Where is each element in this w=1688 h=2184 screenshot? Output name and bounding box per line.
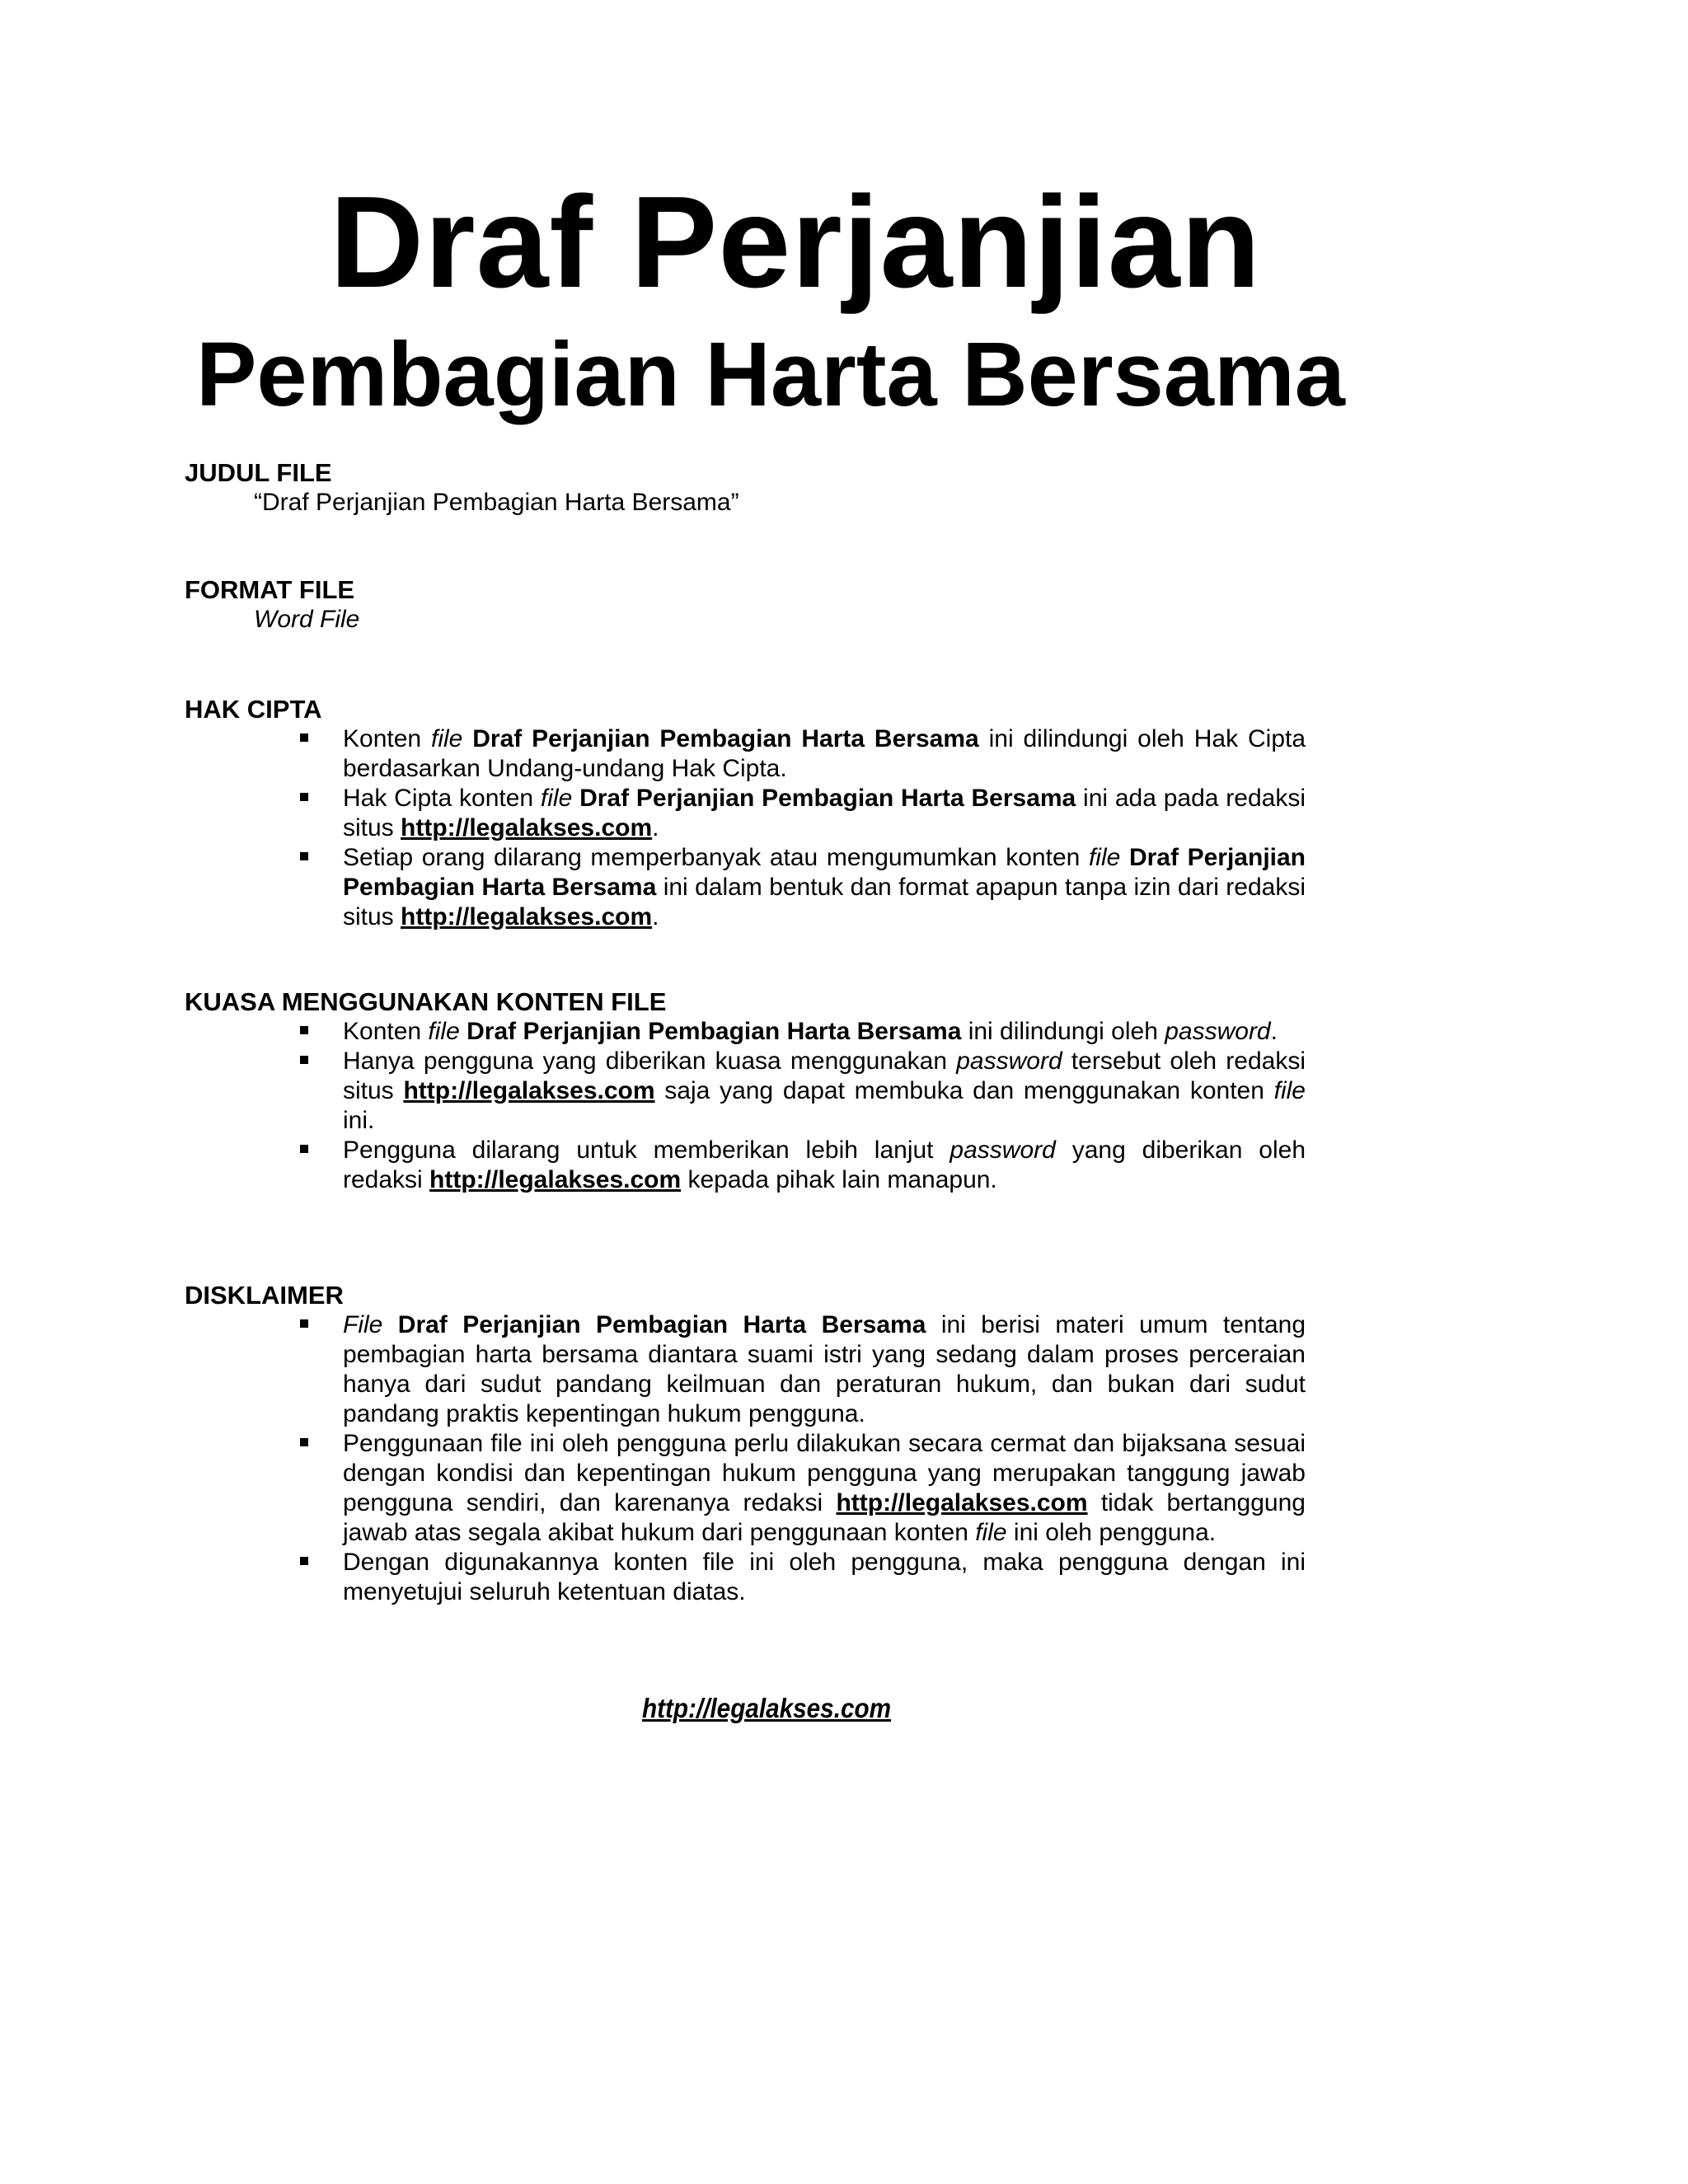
bullet-square-icon (300, 793, 308, 801)
legalakses-link[interactable]: http://legalakses.com (429, 1166, 682, 1193)
section-judul-file (185, 458, 1306, 518)
document-title: Draf Perjanjian (330, 170, 1262, 315)
section-hak-cipta (185, 695, 1306, 932)
list-item: Konten file Draf Perjanjian Pembagian Harta Bersama ini dilindungi oleh Hak Cipta berdasarkan Undang-undang Hak Cipta. (185, 724, 1306, 784)
legalakses-link[interactable]: http://legalakses.com (401, 814, 653, 841)
list-item: Pengguna dilarang untuk memberikan lebih lanjut password yang diberikan oleh redaksi http://legalakses.com kepada pihak lain manapun. (185, 1136, 1306, 1195)
list-item: Hak Cipta konten file Draf Perjanjian Pembagian Harta Bersama ini ada pada redaksi situs http://legalakses.com. (185, 784, 1306, 843)
bullet-square-icon (300, 1438, 308, 1446)
list-item: Setiap orang dilarang memperbanyak atau mengumumkan konten file Draf Perjanjian Pembagian Harta Bersama ini dalam bentuk dan format apapun tanpa izin dari redaksi situs http://legalakses.com. (185, 843, 1306, 932)
legalakses-link[interactable]: http://legalakses.com (403, 1077, 655, 1104)
document-subtitle: Pembagian Harta Bersama (196, 324, 1345, 425)
format-file-heading: FORMAT FILE (185, 575, 355, 604)
hak-cipta-heading: HAK CIPTA (185, 695, 322, 724)
section-format-file (185, 575, 1306, 635)
legalakses-link[interactable]: http://legalakses.com (401, 903, 653, 930)
judul-file-heading: JUDUL FILE (185, 458, 332, 487)
section-disklaimer (185, 1281, 1306, 1607)
bullet-square-icon (300, 1026, 308, 1034)
bullet-square-icon (300, 1056, 308, 1064)
section-kuasa (185, 987, 1306, 1195)
judul-file-value: “Draf Perjanjian Pembagian Harta Bersama” (254, 489, 739, 516)
hak-cipta-list (185, 724, 1306, 932)
legalakses-link[interactable]: http://legalakses.com (836, 1489, 1088, 1516)
bullet-square-icon (300, 733, 308, 742)
list-item: Konten file Draf Perjanjian Pembagian Harta Bersama ini dilindungi oleh password. (185, 1017, 1306, 1047)
kuasa-list (185, 1017, 1306, 1195)
kuasa-heading: KUASA MENGGUNAKAN KONTEN FILE (185, 987, 667, 1016)
bullet-square-icon (300, 1145, 308, 1153)
bullet-square-icon (300, 1557, 308, 1565)
bullet-square-icon (300, 852, 308, 860)
disklaimer-heading: DISKLAIMER (185, 1281, 344, 1310)
footer-link[interactable]: http://legalakses.com (641, 1693, 892, 1723)
list-item: Dengan digunakannya konten file ini oleh pengguna, maka pengguna dengan ini menyetujui seluruh ketentuan diatas. (185, 1548, 1306, 1607)
disklaimer-list (185, 1310, 1306, 1607)
format-file-value: Word File (254, 606, 360, 633)
list-item: File Draf Perjanjian Pembagian Harta Bersama ini berisi materi umum tentang pembagian harta bersama diantara suami istri yang sedang dalam proses perceraian hanya dari sudut pandang keilmuan dan peraturan hukum, dan bukan dari sudut pandang praktis kepentingan hukum pengguna. (185, 1310, 1306, 1429)
bullet-square-icon (300, 1319, 308, 1328)
list-item: Hanya pengguna yang diberikan kuasa menggunakan password tersebut oleh redaksi situs http://legalakses.com saja yang dapat membuka dan menggunakan konten file ini. (185, 1047, 1306, 1136)
list-item: Penggunaan file ini oleh pengguna perlu dilakukan secara cermat dan bijaksana sesuai dengan kondisi dan kepentingan hukum pengguna yang merupakan tanggung jawab pengguna sendiri, dan karenanya redaksi http://legalakses.com tidak bertanggung jawab atas segala akibat hukum dari penggunaan konten file ini oleh pengguna. (185, 1429, 1306, 1548)
